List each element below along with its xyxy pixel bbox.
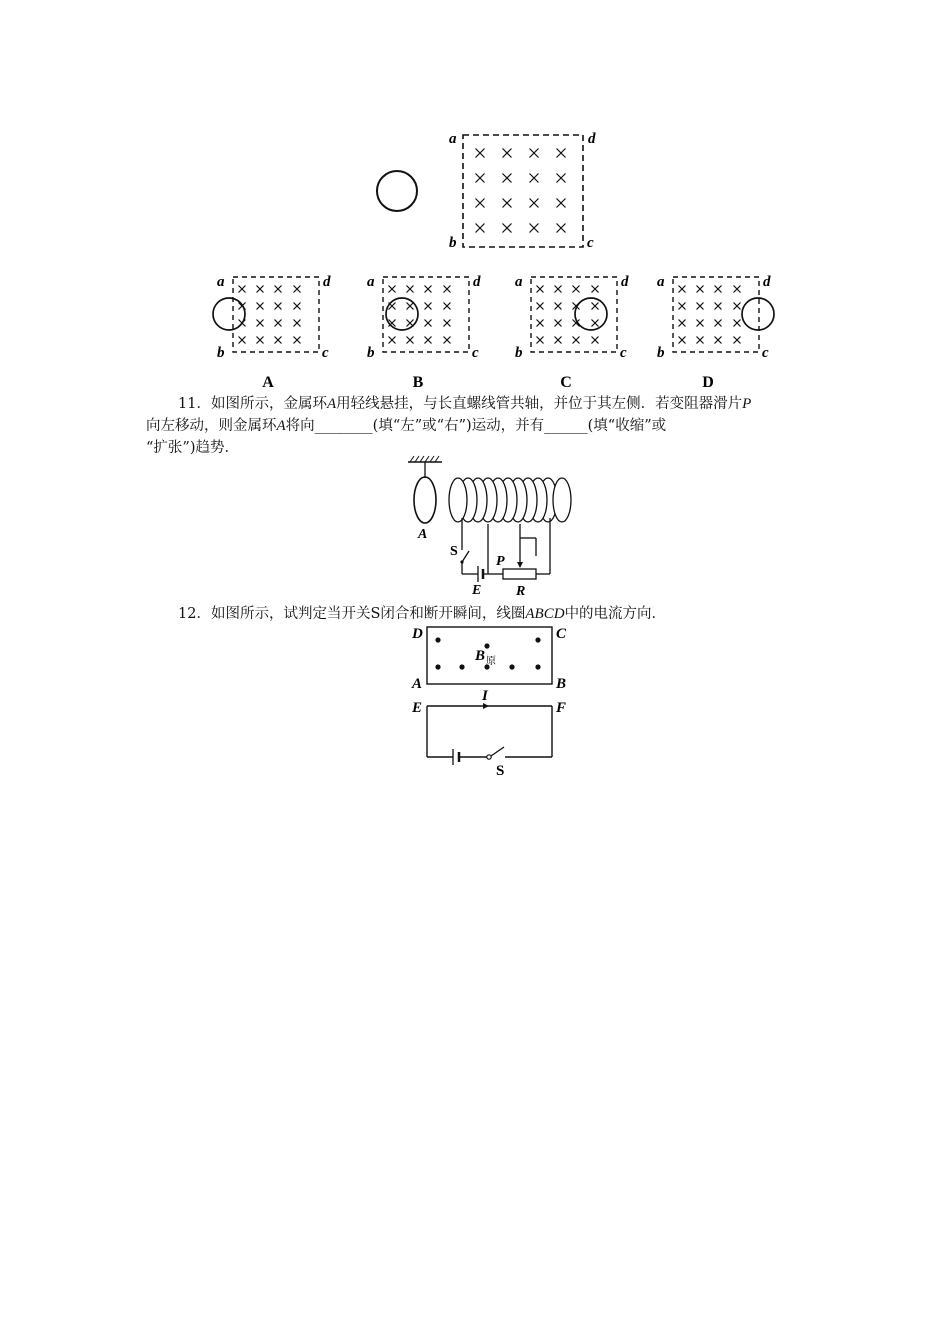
- option-label-c: C: [560, 374, 572, 391]
- corner-b: b: [449, 235, 457, 251]
- q11-line3: “扩张”)趋势．: [146, 440, 239, 456]
- option-corner-b: b: [217, 345, 225, 361]
- terminal-F: F: [556, 700, 567, 716]
- option-b-figure: [367, 274, 481, 391]
- option-corner-b: b: [367, 345, 375, 361]
- q11-line1-a: 11．如图所示，金属环: [178, 396, 327, 412]
- lower-circuit: [427, 706, 552, 757]
- option-d-figure: [657, 274, 774, 391]
- option-ring: [386, 298, 418, 330]
- ring-A: [414, 477, 436, 523]
- field-subscript: 原: [486, 656, 496, 667]
- field-label: B: [475, 648, 486, 664]
- option-corner-d: d: [323, 274, 331, 290]
- main-figure: [360, 120, 620, 260]
- corner-D: D: [412, 626, 423, 642]
- q11-text: [146, 393, 826, 459]
- switch-label-s: S: [496, 763, 505, 779]
- option-label-b: B: [412, 374, 424, 391]
- q12-coil-ABCD: ABCD: [525, 606, 565, 622]
- rheostat-r: [503, 569, 536, 579]
- switch-label: S: [450, 544, 458, 559]
- option-ring: [575, 298, 607, 330]
- q11-line1-b: 用轻线悬挂，与长直螺线管共轴，并位于其左侧．若变阻器滑片: [336, 396, 743, 412]
- option-corner-a: a: [657, 274, 665, 290]
- option-corner-c: c: [620, 345, 627, 361]
- circuit-wires: [462, 518, 550, 574]
- q11-figure: [400, 452, 590, 600]
- q11-slider-P: P: [742, 396, 752, 412]
- option-corner-d: d: [473, 274, 481, 290]
- metal-ring: [377, 171, 417, 211]
- option-corner-a: a: [367, 274, 375, 290]
- option-corner-b: b: [515, 345, 523, 361]
- option-corner-c: c: [322, 345, 329, 361]
- slider-label: P: [496, 554, 505, 569]
- option-corner-a: a: [515, 274, 523, 290]
- option-corner-c: c: [762, 345, 769, 361]
- q11-ring-A: A: [326, 396, 337, 412]
- q11-line2-a: 向左移动，则金属环: [146, 418, 277, 434]
- rheostat-label: R: [516, 584, 526, 599]
- corner-A: A: [412, 676, 423, 692]
- option-corner-a: a: [217, 274, 225, 290]
- option-corner-d: d: [763, 274, 771, 290]
- q12-figure: [405, 620, 585, 780]
- options-figure: [200, 262, 800, 392]
- corner-B: B: [556, 676, 567, 692]
- option-corner-b: b: [657, 345, 665, 361]
- terminal-E: E: [412, 700, 423, 716]
- current-label: I: [482, 688, 488, 704]
- option-ring: [742, 298, 774, 330]
- switch-s: [462, 551, 469, 562]
- q12-line-b: 中的电流方向．: [564, 606, 667, 622]
- solenoid: [449, 478, 571, 522]
- option-ring: [213, 298, 245, 330]
- option-corner-c: c: [472, 345, 479, 361]
- corner-c: c: [587, 235, 594, 251]
- q12-line-a: 12．如图所示，试判定当开关S闭合和断开瞬间，线圈: [178, 606, 526, 622]
- corner-C: C: [556, 626, 567, 642]
- option-corner-d: d: [621, 274, 629, 290]
- q11-ring-A2: A: [276, 418, 286, 434]
- option-a-figure: [213, 274, 331, 391]
- option-label-a: A: [262, 374, 274, 391]
- option-label-d: D: [702, 374, 714, 391]
- battery-label: E: [472, 583, 482, 598]
- corner-a: a: [449, 131, 457, 147]
- q11-line2-b: 将向________(填“左”或“右”)运动，并有______(填“收缩”或: [285, 418, 667, 434]
- ring-label-A: A: [418, 527, 428, 542]
- field-crosses: [476, 149, 566, 233]
- switch: [491, 747, 504, 756]
- corner-d: d: [588, 131, 596, 147]
- option-c-figure: [515, 274, 629, 391]
